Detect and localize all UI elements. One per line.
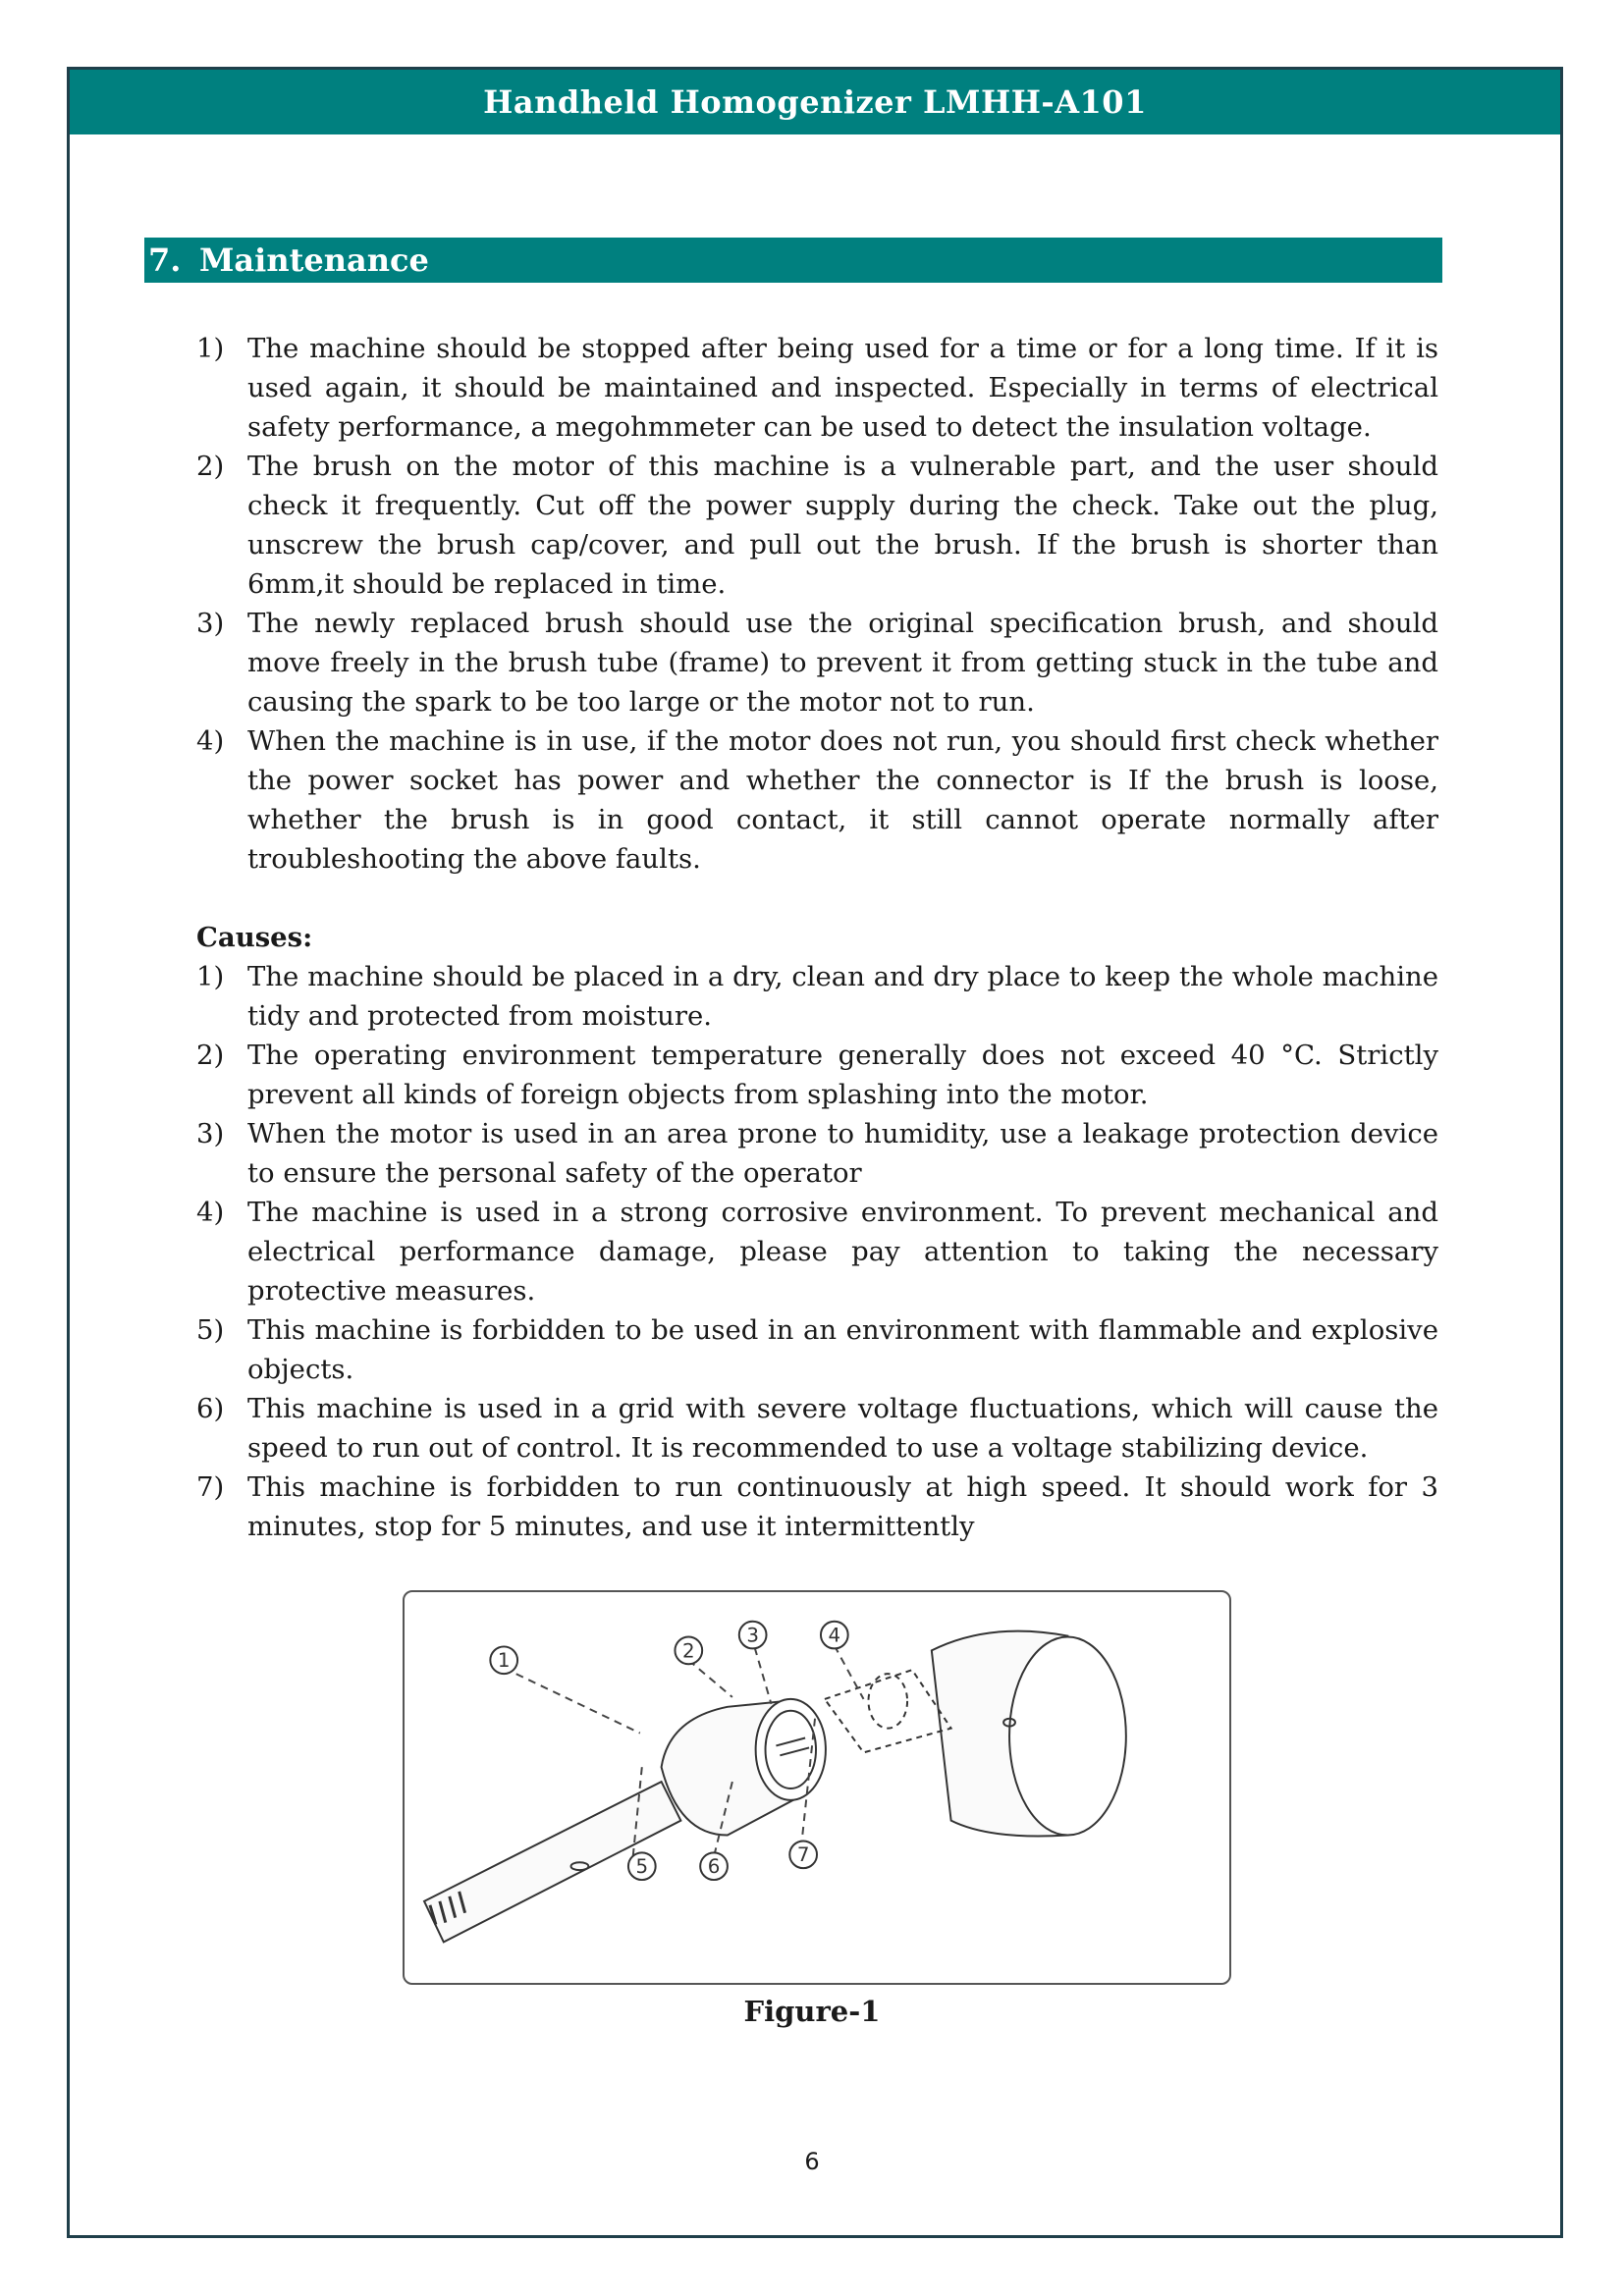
list-item: [196, 1036, 1438, 1114]
list-item: [196, 957, 1438, 1036]
list-text: This machine is used in a grid with severe voltage fluctuations, which will cause the speed to run out of control. It is recommended to use a voltage stabilizing device.: [247, 1393, 1438, 1464]
list-index: 1): [196, 961, 225, 992]
callout-1-label: 1: [497, 1649, 511, 1673]
callout-3-label: 3: [746, 1624, 759, 1647]
list-index: 4): [196, 725, 225, 757]
document-title: Handheld Homogenizer LMHH-A101: [483, 83, 1147, 121]
page-number: 6: [804, 2148, 820, 2175]
list-text: This machine is forbidden to run continuously at high speed. It should work for 3 minutes, stop for 5 minutes, and use it intermittently: [247, 1471, 1438, 1542]
causes-list: [196, 957, 1438, 1546]
callout-5-label: 5: [635, 1855, 649, 1879]
list-item: [196, 447, 1438, 604]
main-content: [196, 329, 1438, 1546]
list-text: This machine is forbidden to be used in an environment with flammable and explosive objects.: [247, 1314, 1438, 1385]
callout-2-label: 2: [682, 1639, 695, 1663]
maintenance-list: [196, 329, 1438, 879]
list-item: [196, 1114, 1438, 1193]
list-index: 7): [196, 1471, 225, 1503]
list-item: [196, 1389, 1438, 1468]
callout-7-label: 7: [796, 1843, 810, 1867]
list-text: The machine should be placed in a dry, clean and dry place to keep the whole machine tidy and protected from moisture.: [247, 961, 1438, 1032]
list-index: 2): [196, 451, 225, 482]
list-index: 2): [196, 1040, 225, 1071]
list-text: When the motor is used in an area prone to humidity, use a leakage protection device to ensure the personal safety of the operator: [247, 1118, 1438, 1189]
list-text: The machine should be stopped after being used for a time or for a long time. If it is used again, it should be maintained and inspected. Especially in terms of electrical safety performance, a megohmmeter can be used to detect the insulation voltage.: [247, 333, 1438, 443]
section-heading: [144, 238, 1442, 283]
list-text: The brush on the motor of this machine is a vulnerable part, and the user should check it frequently. Cut off the power supply during the check. Take out the plug, unscrew the brush cap/cover, and pull out the brush. If the brush is shorter than 6mm,it should be replaced in time.: [247, 451, 1438, 600]
section-number: 7.: [148, 241, 182, 279]
callout-4-label: 4: [828, 1624, 841, 1647]
list-text: The newly replaced brush should use the original specification brush, and should move freely in the brush tube (frame) to prevent it from getting stuck in the tube and causing the spark to be too large or the motor not to run.: [247, 608, 1438, 718]
list-item: [196, 1310, 1438, 1389]
list-index: 5): [196, 1314, 225, 1346]
homogenizer-exploded-illustration: [405, 1592, 1229, 1983]
list-text: The machine is used in a strong corrosive environment. To prevent mechanical and electrical performance damage, please pay attention to taking the necessary protective measures.: [247, 1197, 1438, 1307]
section-title: Maintenance: [199, 241, 429, 279]
list-index: 3): [196, 608, 225, 639]
list-item: [196, 1193, 1438, 1310]
list-index: 3): [196, 1118, 225, 1149]
list-item: [196, 1468, 1438, 1546]
exploded-diagram-figure: [403, 1590, 1231, 1985]
figure-caption: Figure-1: [743, 1995, 881, 2028]
list-index: 6): [196, 1393, 225, 1424]
document-header: [70, 70, 1560, 134]
list-item: [196, 721, 1438, 879]
list-item: [196, 329, 1438, 447]
list-index: 4): [196, 1197, 225, 1228]
causes-heading: Causes:: [196, 922, 313, 953]
list-text: The operating environment temperature generally does not exceed 40 °C. Strictly prevent all kinds of foreign objects from splashing into the motor.: [247, 1040, 1438, 1110]
callout-6-label: 6: [707, 1855, 721, 1879]
list-item: [196, 604, 1438, 721]
list-index: 1): [196, 333, 225, 364]
list-text: When the machine is in use, if the motor does not run, you should first check whether the power socket has power and whether the connector is If the brush is loose, whether the brush is in good contact, it still cannot operate normally after troubleshooting the above faults.: [247, 725, 1438, 875]
